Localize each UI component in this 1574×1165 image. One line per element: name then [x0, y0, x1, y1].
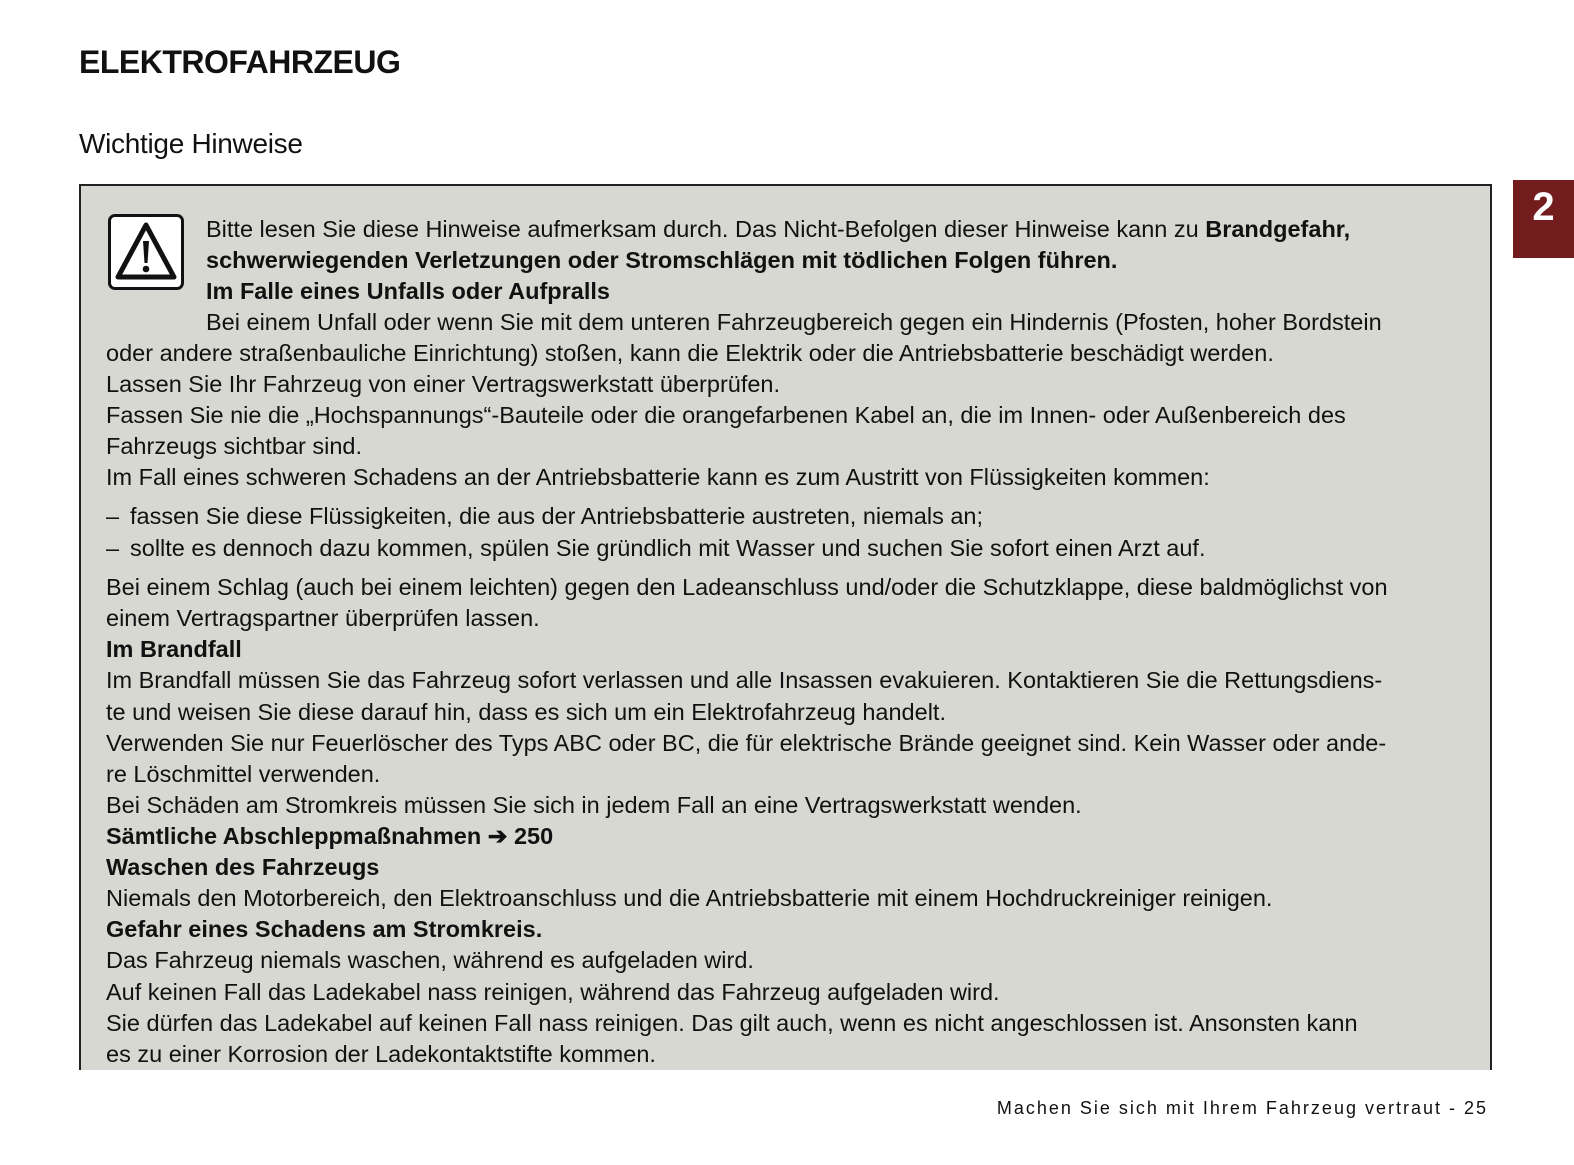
text-line: Im Brandfall müssen Sie das Fahrzeug sofort verlassen und alle Insassen evakuieren. Kontaktieren Sie die Rettungsdiens- — [106, 667, 1383, 693]
text-line: schwerwiegenden Verletzungen oder Stromschlägen mit tödlichen Folgen führen. — [206, 247, 1118, 273]
text-line: einem Vertragspartner überprüfen lassen. — [106, 605, 540, 631]
text-line: Lassen Sie Ihr Fahrzeug von einer Vertragswerkstatt überprüfen. — [106, 371, 781, 397]
subheading-accident: Im Falle eines Unfalls oder Aufpralls — [206, 278, 610, 304]
text-line: Auf keinen Fall das Ladekabel nass reinigen, während das Fahrzeug aufgeladen wird. — [106, 979, 1000, 1005]
list-item: – sollte es dennoch dazu kommen, spülen Sie gründlich mit Wasser und suchen Sie sofort einen Arzt auf. — [106, 535, 1206, 561]
warning-box — [79, 184, 1492, 1070]
text-line: Verwenden Sie nur Feuerlöscher des Typs ABC oder BC, die für elektrische Brände geeignet sind. Kein Wasser oder ande- — [106, 730, 1387, 756]
text-line: Bitte lesen Sie diese Hinweise aufmerksam durch. Das Nicht-Befolgen dieser Hinweise kann zu Brandgefahr, — [206, 216, 1351, 242]
page-footer: Machen Sie sich mit Ihrem Fahrzeug vertraut - 25 — [996, 1098, 1488, 1118]
subheading-washing: Waschen des Fahrzeugs — [106, 854, 380, 880]
text-line: Fahrzeugs sichtbar sind. — [106, 433, 363, 459]
text-line: Im Fall eines schweren Schadens an der Antriebsbatterie kann es zum Austritt von Flüssigkeiten kommen: — [106, 464, 1210, 490]
text-line: Bei einem Schlag (auch bei einem leichten) gegen den Ladeanschluss und/oder die Schutzklappe, diese baldmöglichst von — [106, 574, 1388, 600]
text-line: Fassen Sie nie die „Hochspannungs“-Bauteile oder die orangefarbenen Kabel an, die im Innen- oder Außenbereich des — [106, 402, 1346, 428]
text-line: re Löschmittel verwenden. — [106, 761, 381, 787]
chapter-tab: 2 — [1513, 180, 1574, 258]
subheading-circuit-damage: Gefahr eines Schadens am Stromkreis. — [106, 916, 543, 942]
text-line: Bei einem Unfall oder wenn Sie mit dem unteren Fahrzeugbereich gegen ein Hindernis (Pfosten, hoher Bordstein — [206, 309, 1382, 335]
text-line: es zu einer Korrosion der Ladekontaktstifte kommen. — [106, 1041, 656, 1067]
page-title: ELEKTROFAHRZEUG — [79, 44, 401, 80]
warning-triangle-icon — [108, 214, 184, 290]
text-line: oder andere straßenbauliche Einrichtung) stoßen, kann die Elektrik oder die Antriebsbatterie beschädigt werden. — [106, 340, 1274, 366]
text-line: Niemals den Motorbereich, den Elektroanschluss und die Antriebsbatterie mit einem Hochdruckreiniger reinigen. — [106, 885, 1273, 911]
section-heading: Wichtige Hinweise — [79, 128, 303, 159]
text-line: Bei Schäden am Stromkreis müssen Sie sich in jedem Fall an eine Vertragswerkstatt wenden. — [106, 792, 1082, 818]
subheading-fire: Im Brandfall — [106, 636, 242, 662]
list-item: – fassen Sie diese Flüssigkeiten, die aus der Antriebsbatterie austreten, niemals an; — [106, 503, 984, 529]
text-line: Das Fahrzeug niemals waschen, während es aufgeladen wird. — [106, 947, 754, 973]
text-line: Sie dürfen das Ladekabel auf keinen Fall nass reinigen. Das gilt auch, wenn es nicht angeschlossen ist. Ansonsten kann — [106, 1010, 1358, 1036]
text-line: te und weisen Sie diese darauf hin, dass es sich um ein Elektrofahrzeug handelt. — [106, 699, 946, 725]
towing-reference-link[interactable]: Sämtliche Abschleppmaßnahmen ➔ 250 — [106, 823, 554, 849]
